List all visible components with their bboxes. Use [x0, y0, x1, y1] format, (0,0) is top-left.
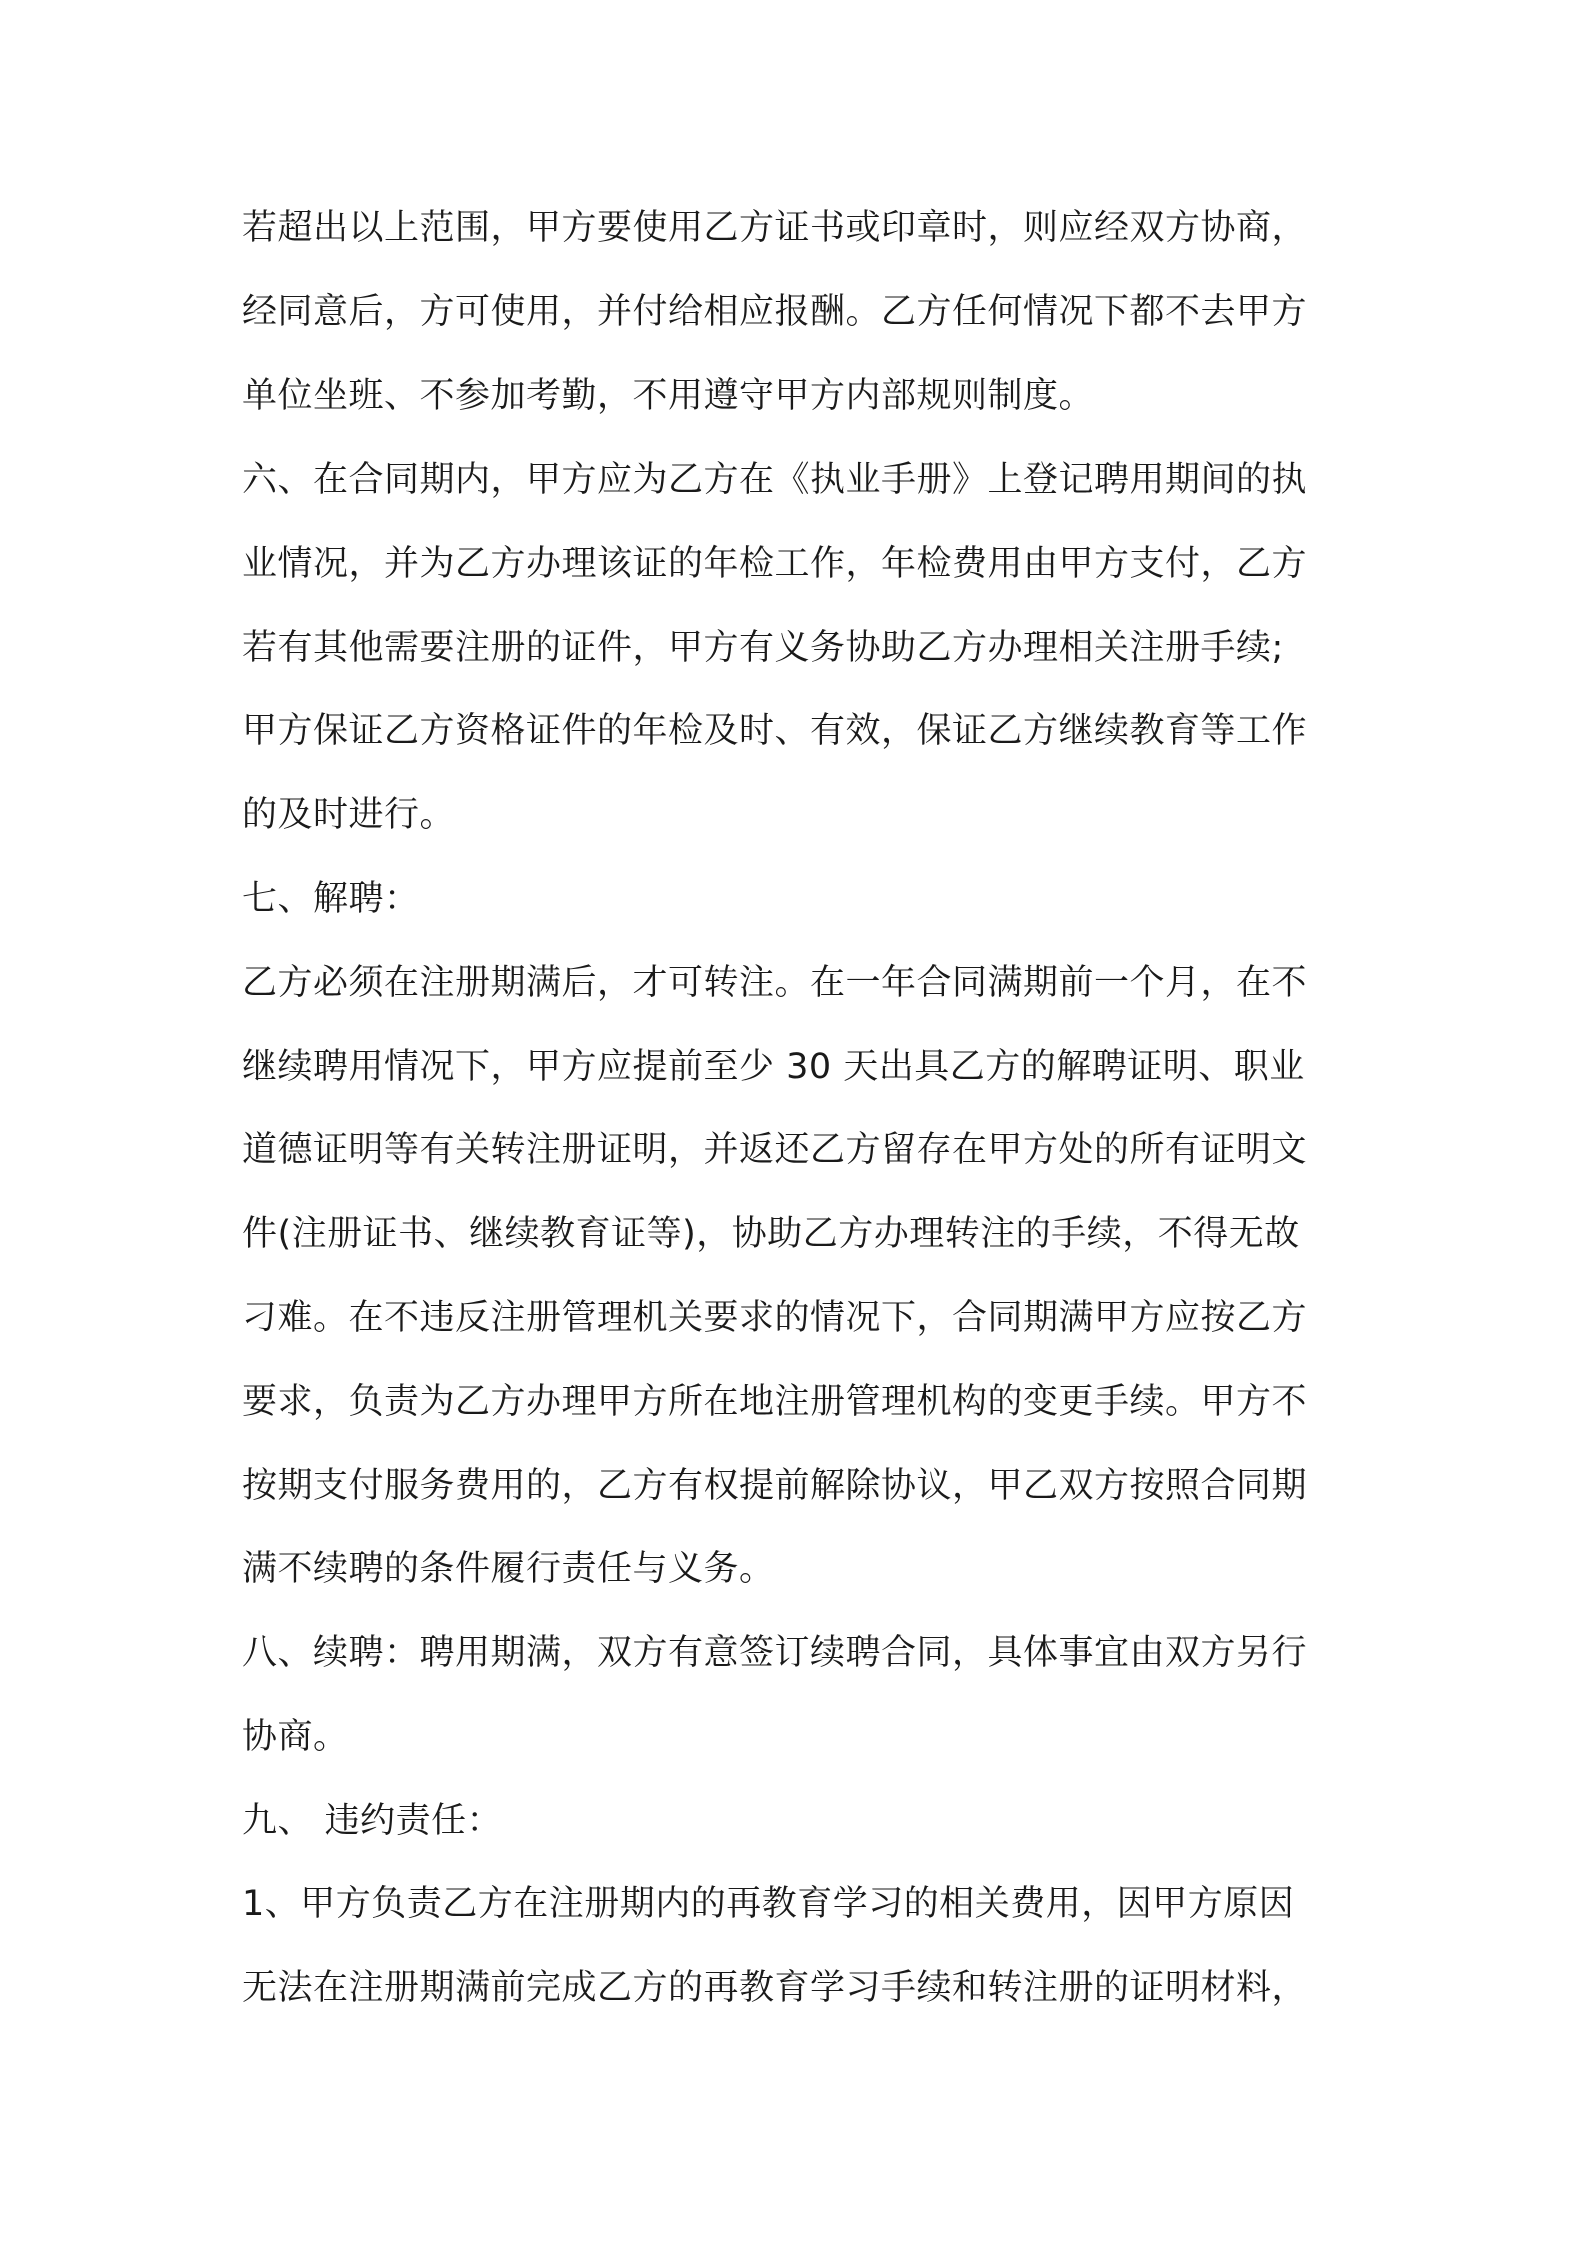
section-heading: 七、解聘： [242, 879, 420, 919]
text-line: 继续聘用情况下，甲方应提前至少 30 天出具乙方的解聘证明、职业 [242, 1047, 1305, 1087]
text-line: 经同意后，方可使用，并付给相应报酬。乙方任何情况下都不去甲方 [242, 292, 1308, 332]
text-line: 刁难。在不违反注册管理机关要求的情况下，合同期满甲方应按乙方 [242, 1298, 1308, 1338]
text-line: 满不续聘的条件履行责任与义务。 [242, 1549, 775, 1589]
text-line: 的及时进行。 [242, 795, 456, 835]
text-line: 甲方保证乙方资格证件的年检及时、有效，保证乙方继续教育等工作 [242, 711, 1308, 751]
text-line: 按期支付服务费用的，乙方有权提前解除协议，甲乙双方按照合同期 [242, 1466, 1308, 1506]
text-line: 业情况，并为乙方办理该证的年检工作，年检费用由甲方支付，乙方 [242, 544, 1308, 584]
text-line: 若超出以上范围，甲方要使用乙方证书或印章时，则应经双方协商， [242, 208, 1308, 248]
text-line: 要求，负责为乙方办理甲方所在地注册管理机构的变更手续。甲方不 [242, 1382, 1308, 1422]
text-line: 乙方必须在注册期满后，才可转注。在一年合同满期前一个月，在不 [242, 963, 1308, 1003]
text-line: 六、在合同期内，甲方应为乙方在《执业手册》上登记聘用期间的执 [242, 460, 1308, 500]
text-line: 单位坐班、不参加考勤，不用遵守甲方内部规则制度。 [242, 376, 1095, 416]
text-line: 协商。 [242, 1717, 349, 1757]
text-line: 无法在注册期满前完成乙方的再教育学习手续和转注册的证明材料， [242, 1968, 1308, 2008]
text-line: 若有其他需要注册的证件，甲方有义务协助乙方办理相关注册手续; [242, 628, 1284, 668]
text-line: 1、甲方负责乙方在注册期内的再教育学习的相关费用，因甲方原因 [242, 1884, 1295, 1924]
text-line: 件(注册证书、继续教育证等)，协助乙方办理转注的手续，不得无故 [242, 1214, 1300, 1254]
text-line: 道德证明等有关转注册证明，并返还乙方留存在甲方处的所有证明文 [242, 1130, 1308, 1170]
text-line: 八、续聘：聘用期满，双方有意签订续聘合同，具体事宜由双方另行 [242, 1633, 1308, 1673]
section-heading: 九、 违约责任： [242, 1801, 503, 1841]
